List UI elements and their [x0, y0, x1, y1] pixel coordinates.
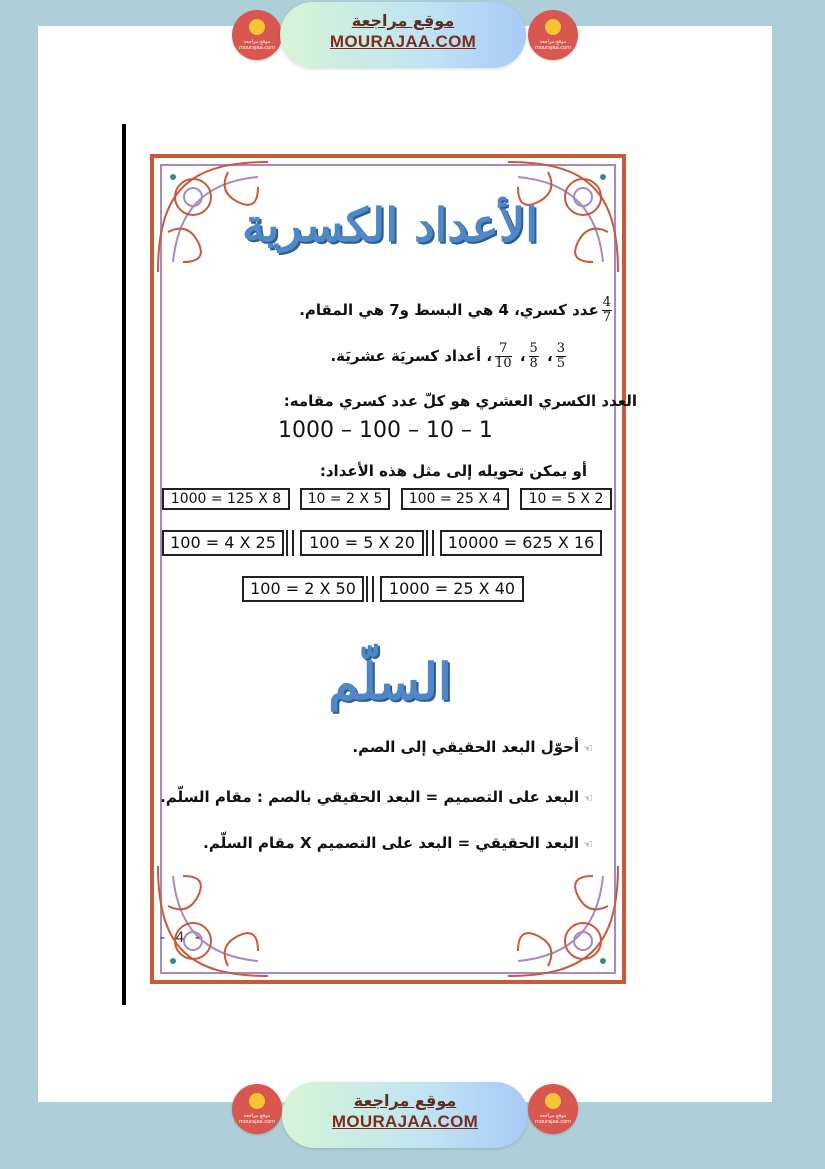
product-box: 100 = 2 X 50: [242, 576, 364, 602]
decimal-fractions-line: $\frac{3}{5}$ ، $\frac{5}{8}$ ، $\frac{7}{10}$ ، أعداد كسريَة عشريَة.: [330, 341, 565, 371]
pointing-hand-icon: ☜: [583, 742, 593, 755]
page-number: - 4 -: [160, 930, 203, 946]
site-logo-left[interactable]: موقع مراجعة mourajaa.com: [232, 10, 282, 60]
corner-ornament-bottom-right: [498, 856, 628, 986]
product-box: 10 = 5 X 2: [520, 488, 612, 510]
fraction-3-5: $\frac{3}{5}$: [556, 341, 565, 371]
box-divider: [366, 576, 374, 602]
product-box: 10 = 2 X 5: [300, 488, 390, 510]
fraction-7-10: $\frac{7}{10}$: [495, 341, 512, 371]
site-name-arabic[interactable]: موقع مراجعة: [351, 11, 455, 30]
product-box: 100 = 4 X 25: [162, 530, 284, 556]
product-box: 100 = 25 X 4: [401, 488, 509, 510]
product-box: 1000 = 125 X 8: [162, 488, 290, 510]
fraction-5-8: $\frac{5}{8}$: [529, 341, 538, 371]
scale-item-2: ☜البعد على التصميم = البعد الحقيقي بالصم : مقام السلّم.: [160, 788, 593, 806]
site-banner-top[interactable]: [280, 2, 526, 68]
denominator-sequence: 1000 – 100 – 10 – 1: [278, 418, 493, 443]
site-name-latin[interactable]: MOURAJAA.COM: [329, 32, 477, 51]
site-name-latin[interactable]: MOURAJAA.COM: [331, 1112, 479, 1131]
site-logo-left-footer[interactable]: موقع مراجعة mourajaa.com: [232, 1084, 282, 1134]
product-box: 10000 = 625 X 16: [440, 530, 602, 556]
pointing-hand-icon: ☜: [583, 792, 593, 805]
site-logo-right-footer[interactable]: موقع مراجعة mourajaa.com: [528, 1084, 578, 1134]
box-divider: [286, 530, 294, 556]
fraction-4-7: $\frac{4}{7}$: [602, 295, 611, 325]
site-name-arabic[interactable]: موقع مراجعة: [353, 1091, 457, 1110]
box-divider: [426, 530, 434, 556]
conversion-intro-line: أو يمكن تحويله إلى مثل هذه الأعداد:: [319, 462, 587, 480]
decimal-fraction-definition: العدد الكسري العشري هو كلّ عدد كسري مقامه:: [283, 392, 637, 410]
lesson-title: الأعداد الكسرية: [242, 198, 538, 252]
corner-ornament-bottom-left: [148, 856, 278, 986]
section-title-scale: السلّم: [328, 652, 452, 711]
site-logo-right[interactable]: موقع مراجعة mourajaa.com: [528, 10, 578, 60]
site-banner-bottom[interactable]: [282, 1082, 528, 1148]
pointing-hand-icon: ☜: [583, 838, 593, 851]
scale-item-3: ☜البعد الحقيقي = البعد على التصميم X مقام السلّم.: [203, 834, 593, 852]
product-box: 100 = 5 X 20: [300, 530, 424, 556]
fraction-definition-line: $\frac{4}{7}$ عدد كسري، 4 هي البسط و7 هي المقام.: [299, 295, 611, 325]
scale-item-1: ☜أحوّل البعد الحقيقي إلى الصم.: [352, 738, 593, 756]
margin-line: [122, 124, 126, 1005]
product-box: 1000 = 25 X 40: [380, 576, 524, 602]
